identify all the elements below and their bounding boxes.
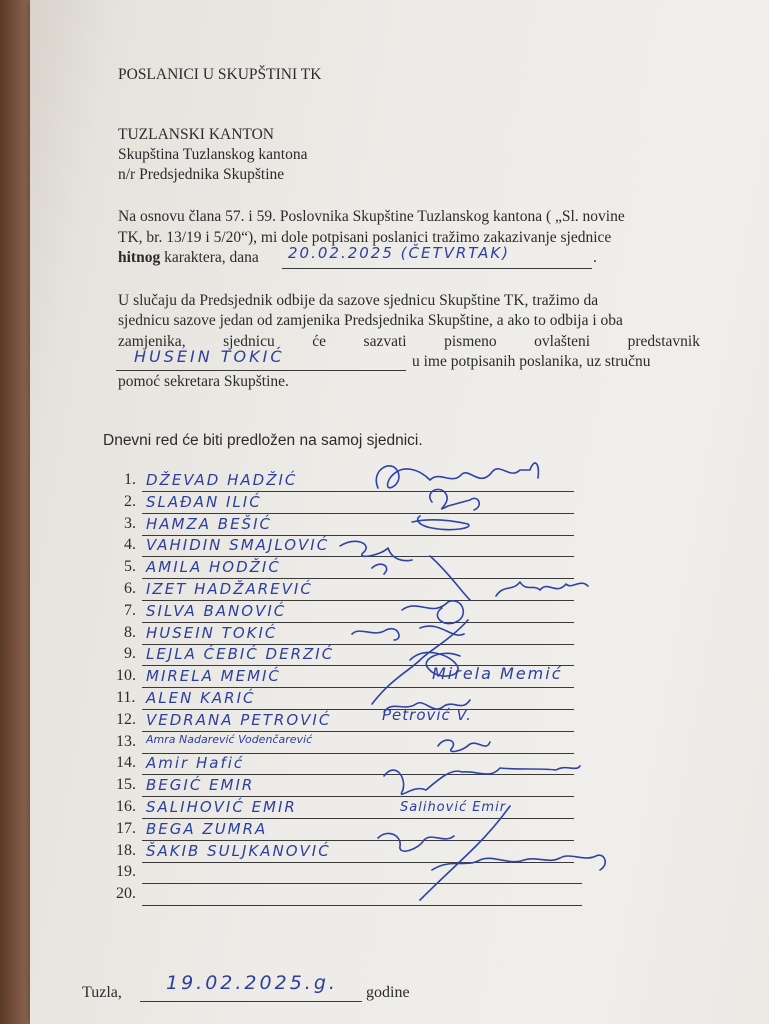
word: ovlašteni [534,333,591,350]
signatory-number: 8. [124,623,136,641]
signatory-number: 13. [116,732,136,750]
signatory-number: 7. [124,601,136,619]
signatory-number: 2. [124,492,136,510]
paragraph-1-line-2: TK, br. 13/19 i 5/20“), mi dole potpisani poslanici tražimo zakazivanje sjednice [118,229,612,246]
paragraph-1-end: . [593,249,597,266]
signatory-number: 3. [124,514,136,532]
signature-2 [430,489,479,510]
signatory-name: Amir Hafić [146,754,245,773]
signatory-name: Amra Nadarević Vodenčarević [146,732,313,746]
word: sazvati [363,333,407,350]
signatory-number: 20. [116,885,136,903]
addressee-line-2: Skupština Tuzlanskog kantona [118,146,308,163]
signatory-name: DŽEVAD HADŽIĆ [146,471,298,489]
handwritten-session-date: 20.02.2025 (ČETVRTAK) [288,244,511,262]
signatory-number: 18. [116,841,136,859]
signatory-number: 10. [116,667,136,685]
signature-16-text: Salihović Emir [400,800,507,815]
signature-12-text: Petrović V. [382,706,472,724]
handwritten-representative-name: HUSEIN TOKIĆ [134,347,285,366]
signature-7 [402,601,463,624]
paragraph-2-line-2: sjednicu sazove jedan od zamjenika Predsjednika Skupštine, a ako to odbija i oba [118,312,623,329]
word: će [312,333,327,350]
signature-10-text: Mirela Memić [432,664,563,683]
signatory-number: 9. [124,645,136,663]
signature-long-stroke [420,806,510,900]
signature-4 [340,541,412,560]
signatory-name: AMILA HODŽIĆ [146,558,281,577]
signatory-number: 14. [116,754,136,772]
signatory-name: IZET HADŽAREVIĆ [146,580,313,598]
footer-place: Tuzla, [82,984,122,1001]
signatory-name: LEJLA ĆEBIĆ DERZIĆ [146,645,335,664]
signatory-number: 19. [116,863,136,881]
word: pismeno [444,333,497,350]
signatory-name: HAMZA BEŠIĆ [146,514,272,533]
signatory-name: BEGA ZUMRA [146,819,268,838]
signatory-number: 16. [116,798,136,815]
bold-word-hitnog: hitnog [118,249,161,266]
signatory-name: ALEN KARIĆ [146,689,256,707]
document-title: POSLANICI U SKUPŠTINI TK [118,66,322,83]
signature-17 [378,833,454,851]
signatory-name: SILVA BANOVIĆ [146,601,287,620]
word: zamjenika, [118,333,186,350]
signature-1 [376,463,538,488]
signatory-number: 17. [116,819,136,837]
signatory-name: SLAĐAN ILIĆ [146,492,262,511]
footer-date-line [140,1001,362,1002]
signature-14 [384,766,580,794]
paragraph-2-line-4-rest: u ime potpisanih poslanika, uz stručnu [412,353,651,370]
paragraph-2-line-5: pomoć sekretara Skupštine. [118,373,289,390]
signatory-number: 6. [124,580,136,597]
footer-suffix: godine [366,984,410,1001]
paragraph-1-line-1: Na osnovu člana 57. i 59. Poslovnika Skupštine Tuzlanskog kantona ( „Sl. novine [118,208,625,225]
signatory-name: SALIHOVIĆ EMIR [146,798,297,816]
signatory-name: VEDRANA PETROVIĆ [146,710,332,729]
signatory-name: MIRELA MEMIĆ [146,667,281,686]
paragraph-2-line-1: U slučaju da Predsjednik odbije da sazove sjednicu Skupštine TK, tražimo da [118,292,599,309]
signatory-name: HUSEIN TOKIĆ [146,623,278,642]
word: sjednicu [223,333,275,350]
addressee-line-1: TUZLANSKI KANTON [118,126,274,143]
footer-handwritten-date: 19.02.2025.g. [166,972,338,994]
signature-5 [372,556,470,600]
signatory-number: 12. [116,710,136,728]
signature-13 [438,740,490,751]
signatory-number: 11. [116,689,136,706]
paragraph-1-line-3-rest: karaktera, dana [164,249,259,266]
signature-6 [496,582,588,596]
signatory-number: 1. [124,471,136,488]
signatory-name: ŠAKIB SULJKANOVIĆ [146,841,331,860]
addressee-line-3: n/r Predsjednika Skupštine [118,166,285,183]
signatory-name: BEGIĆ EMIR [146,776,255,795]
signatory-number: 15. [116,776,136,794]
agenda-note: Dnevni red će biti predložen na samoj sjednici. [103,432,423,449]
signatory-name: VAHIDIN SMAJLOVIĆ [146,536,330,555]
word: predstavnik [627,333,700,350]
signature-3 [412,516,469,530]
signatory-number: 5. [124,558,136,576]
signatory-number: 4. [124,536,136,554]
